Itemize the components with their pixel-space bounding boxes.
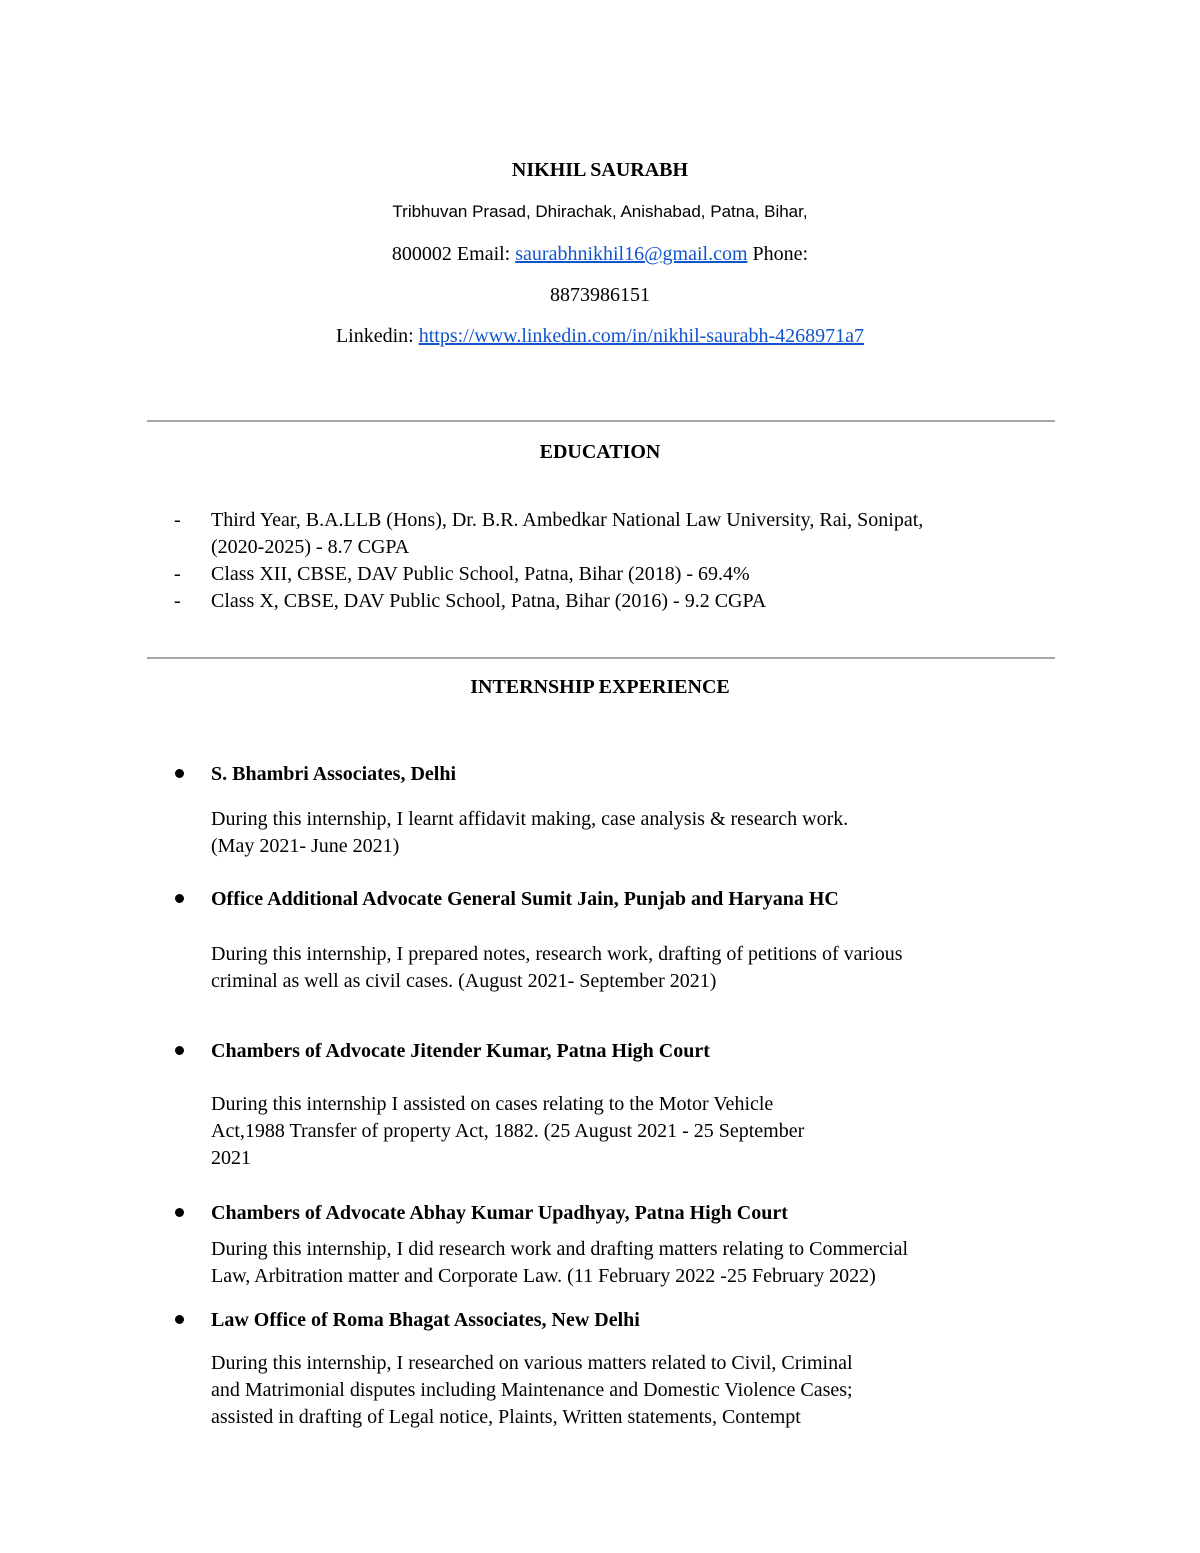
- email-label: Email:: [456, 243, 511, 265]
- list-dash: -: [174, 590, 181, 612]
- internship-heading: INTERNSHIP EXPERIENCE: [470, 676, 730, 698]
- email-link[interactable]: saurabhnikhil16@gmail.com: [515, 243, 748, 265]
- pincode: 800002: [391, 243, 452, 265]
- bullet-icon: [175, 1208, 184, 1217]
- education-item-line: (2020-2025) - 8.7 CGPA: [211, 536, 410, 558]
- description-line: During this internship, I did research work and drafting matters relating to Commercial: [211, 1238, 909, 1260]
- description-line: assisted in drafting of Legal notice, Plaints, Written statements, Contempt: [211, 1406, 801, 1428]
- list-dash: -: [174, 509, 181, 531]
- internship-org: Chambers of Advocate Abhay Kumar Upadhyay, Patna High Court: [211, 1202, 788, 1224]
- description-line: Act,1988 Transfer of property Act, 1882. (25 August 2021 - 25 September: [211, 1120, 805, 1142]
- internship-org: Law Office of Roma Bhagat Associates, New Delhi: [211, 1309, 640, 1331]
- description-line: Law, Arbitration matter and Corporate Law. (11 February 2022 -25 February 2022): [211, 1265, 876, 1287]
- education-item: Class X, CBSE, DAV Public School, Patna, Bihar (2016) - 9.2 CGPA: [211, 590, 767, 612]
- internship-description: [211, 806, 848, 860]
- section-divider: [147, 657, 1055, 659]
- internship-description: [211, 1236, 908, 1290]
- description-line: criminal as well as civil cases. (August 2021- September 2021): [211, 970, 717, 992]
- description-line: During this internship, I prepared notes, research work, drafting of petitions of various: [211, 943, 903, 965]
- internship-description: [211, 1091, 804, 1172]
- contact-line: [0, 242, 1200, 266]
- description-line: During this internship, I learnt affidavit making, case analysis & research work.: [211, 808, 849, 830]
- internship-description: [211, 941, 902, 995]
- bullet-icon: [175, 769, 184, 778]
- internship-org: S. Bhambri Associates, Delhi: [211, 763, 457, 785]
- internship-description: [211, 1350, 853, 1431]
- list-dash: -: [174, 563, 181, 585]
- linkedin-label: Linkedin:: [335, 325, 414, 347]
- education-item: Class XII, CBSE, DAV Public School, Patna, Bihar (2018) - 69.4%: [211, 563, 750, 585]
- description-line: (May 2021- June 2021): [211, 835, 400, 857]
- description-line: 2021: [211, 1147, 251, 1169]
- candidate-name: NIKHIL SAURABH: [511, 159, 689, 181]
- internship-org: Chambers of Advocate Jitender Kumar, Patna High Court: [211, 1040, 710, 1062]
- linkedin-line: [0, 324, 1200, 348]
- description-line: During this internship, I researched on various matters related to Civil, Criminal: [211, 1352, 853, 1374]
- internship-org: Office Additional Advocate General Sumit Jain, Punjab and Haryana HC: [211, 888, 839, 910]
- education-item: [211, 507, 923, 561]
- address-line: Tribhuvan Prasad, Dhirachak, Anishabad, Patna, Bihar,: [392, 202, 808, 221]
- section-divider: [147, 420, 1055, 422]
- linkedin-link[interactable]: https://www.linkedin.com/in/nikhil-saurabh-4268971a7: [418, 325, 865, 347]
- description-line: and Matrimonial disputes including Maintenance and Domestic Violence Cases;: [211, 1379, 853, 1401]
- education-item-line: Third Year, B.A.LLB (Hons), Dr. B.R. Ambedkar National Law University, Rai, Sonipat,: [211, 509, 924, 531]
- education-heading: EDUCATION: [539, 441, 661, 463]
- phone-number: 8873986151: [550, 284, 650, 306]
- bullet-icon: [175, 1315, 184, 1324]
- bullet-icon: [175, 894, 184, 903]
- bullet-icon: [175, 1046, 184, 1055]
- phone-label: Phone:: [752, 243, 809, 265]
- description-line: During this internship I assisted on cases relating to the Motor Vehicle: [211, 1093, 774, 1115]
